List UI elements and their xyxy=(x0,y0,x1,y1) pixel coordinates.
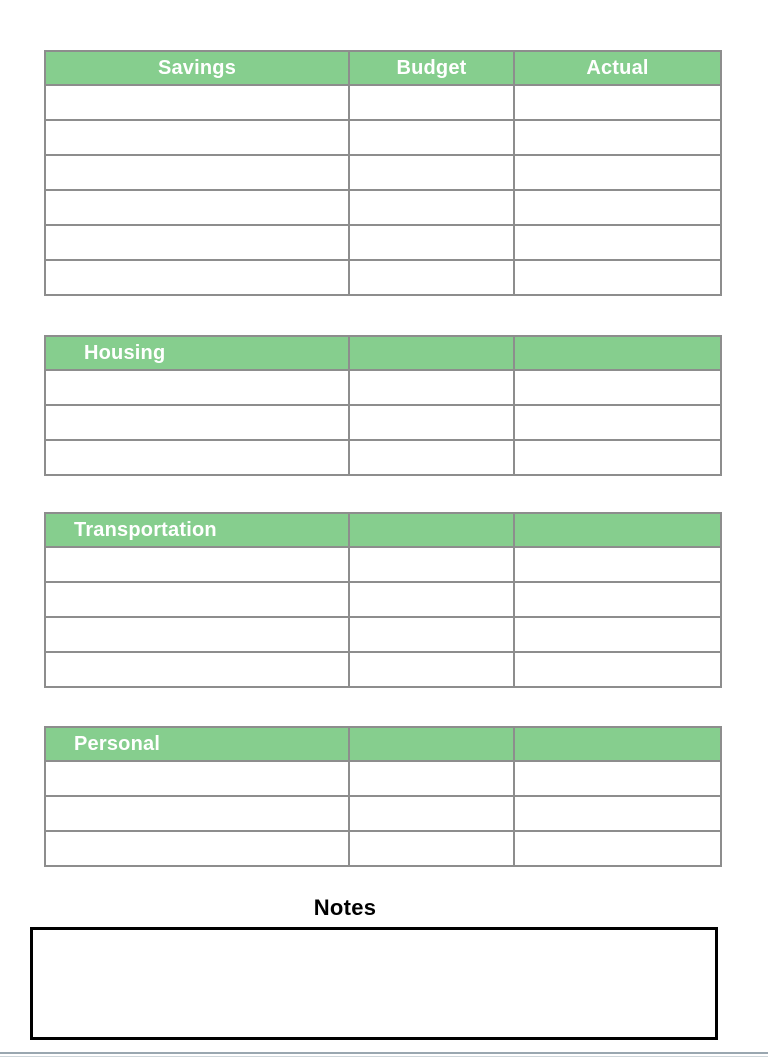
budget-table-personal xyxy=(44,726,722,867)
column-header-personal: Personal xyxy=(45,727,349,761)
budget-table-transportation xyxy=(44,512,722,688)
cell-actual[interactable] xyxy=(514,761,721,796)
cell-actual[interactable] xyxy=(514,120,721,155)
column-header-personal-actual xyxy=(514,727,721,761)
table-header-row-transportation xyxy=(45,513,721,547)
table-row[interactable] xyxy=(45,260,721,295)
table-row[interactable] xyxy=(45,796,721,831)
cell-budget[interactable] xyxy=(349,796,514,831)
table-row[interactable] xyxy=(45,652,721,687)
column-header-transportation: Transportation xyxy=(45,513,349,547)
table-row[interactable] xyxy=(45,190,721,225)
cell-actual[interactable] xyxy=(514,225,721,260)
cell-category[interactable] xyxy=(45,796,349,831)
column-header-personal-budget xyxy=(349,727,514,761)
cell-actual[interactable] xyxy=(514,440,721,475)
notes-box[interactable] xyxy=(30,927,718,1040)
cell-category[interactable] xyxy=(45,761,349,796)
table-row[interactable] xyxy=(45,831,721,866)
table-header-row-housing xyxy=(45,336,721,370)
table-row[interactable] xyxy=(45,440,721,475)
cell-budget[interactable] xyxy=(349,440,514,475)
table-row[interactable] xyxy=(45,582,721,617)
cell-actual[interactable] xyxy=(514,617,721,652)
page-bottom-divider xyxy=(0,1052,768,1054)
cell-budget[interactable] xyxy=(349,761,514,796)
cell-actual[interactable] xyxy=(514,547,721,582)
table-row[interactable] xyxy=(45,761,721,796)
table-row[interactable] xyxy=(45,405,721,440)
cell-budget[interactable] xyxy=(349,370,514,405)
column-header-housing-budget xyxy=(349,336,514,370)
budget-table-housing xyxy=(44,335,722,476)
cell-actual[interactable] xyxy=(514,155,721,190)
cell-budget[interactable] xyxy=(349,120,514,155)
table-body-housing xyxy=(45,370,721,475)
page-bottom-divider-secondary xyxy=(0,1056,768,1057)
budget-table-savings xyxy=(44,50,722,296)
cell-actual[interactable] xyxy=(514,652,721,687)
column-header-transportation-budget xyxy=(349,513,514,547)
cell-budget[interactable] xyxy=(349,190,514,225)
cell-category[interactable] xyxy=(45,225,349,260)
cell-actual[interactable] xyxy=(514,831,721,866)
column-header-housing: Housing xyxy=(45,336,349,370)
cell-actual[interactable] xyxy=(514,405,721,440)
column-header-housing-actual xyxy=(514,336,721,370)
cell-actual[interactable] xyxy=(514,260,721,295)
cell-budget[interactable] xyxy=(349,405,514,440)
table-row[interactable] xyxy=(45,120,721,155)
cell-category[interactable] xyxy=(45,440,349,475)
column-header-budget: Budget xyxy=(349,51,514,85)
cell-budget[interactable] xyxy=(349,155,514,190)
cell-category[interactable] xyxy=(45,120,349,155)
cell-budget[interactable] xyxy=(349,225,514,260)
column-header-savings: Savings xyxy=(45,51,349,85)
cell-category[interactable] xyxy=(45,370,349,405)
cell-category[interactable] xyxy=(45,652,349,687)
column-header-transportation-actual xyxy=(514,513,721,547)
cell-budget[interactable] xyxy=(349,547,514,582)
cell-category[interactable] xyxy=(45,85,349,120)
cell-budget[interactable] xyxy=(349,85,514,120)
cell-budget[interactable] xyxy=(349,617,514,652)
cell-actual[interactable] xyxy=(514,370,721,405)
cell-actual[interactable] xyxy=(514,85,721,120)
notes-input[interactable] xyxy=(33,930,715,1037)
cell-category[interactable] xyxy=(45,547,349,582)
table-row[interactable] xyxy=(45,155,721,190)
cell-category[interactable] xyxy=(45,831,349,866)
cell-category[interactable] xyxy=(45,260,349,295)
cell-category[interactable] xyxy=(45,617,349,652)
column-header-actual: Actual xyxy=(514,51,721,85)
cell-category[interactable] xyxy=(45,155,349,190)
table-row[interactable] xyxy=(45,547,721,582)
cell-budget[interactable] xyxy=(349,260,514,295)
cell-budget[interactable] xyxy=(349,652,514,687)
cell-actual[interactable] xyxy=(514,582,721,617)
cell-budget[interactable] xyxy=(349,831,514,866)
cell-budget[interactable] xyxy=(349,582,514,617)
cell-category[interactable] xyxy=(45,582,349,617)
table-row[interactable] xyxy=(45,617,721,652)
table-row[interactable] xyxy=(45,85,721,120)
cell-category[interactable] xyxy=(45,190,349,225)
cell-actual[interactable] xyxy=(514,796,721,831)
table-body-transportation xyxy=(45,547,721,687)
notes-title: Notes xyxy=(313,895,377,920)
cell-actual[interactable] xyxy=(514,190,721,225)
table-body-personal xyxy=(45,761,721,866)
table-row[interactable] xyxy=(45,225,721,260)
table-row[interactable] xyxy=(45,370,721,405)
table-body-savings xyxy=(45,85,721,295)
table-header-row-personal xyxy=(45,727,721,761)
table-header-row-savings xyxy=(45,51,721,85)
cell-category[interactable] xyxy=(45,405,349,440)
